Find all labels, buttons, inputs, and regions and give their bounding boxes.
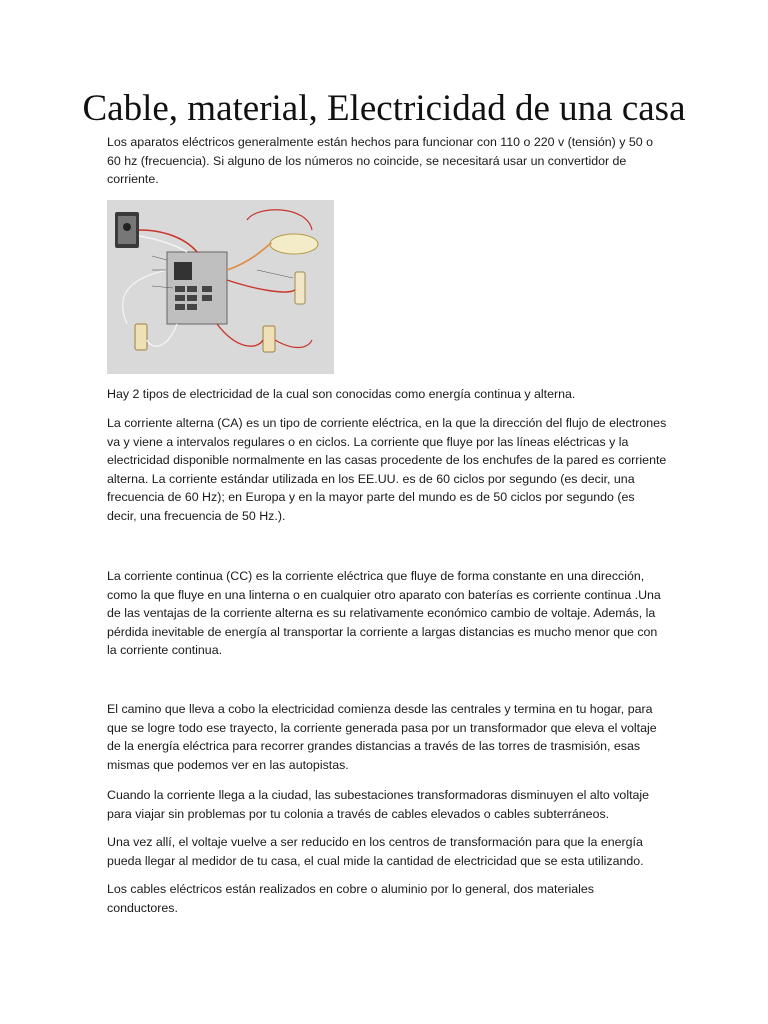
paragraph-direct-current: La corriente continua (CC) es la corriente eléctrica que fluye de forma constante en una dirección, como la que fluye en una linterna o en cualquier otro aparato con baterías es corriente continua .Una de las ventajas de la corriente alterna es su relativamente económico cambio de voltaje. Además, la pérdida inevitable de energía al transportar la corriente a largas distancias es mucho menor que con la corriente continua. (107, 569, 661, 657)
paragraph-electricity-path: El camino que lleva a cobo la electricidad comienza desde las centrales y termina en tu hogar, para que se logre todo ese trayecto, la corriente generada pasa por un transformador que eleva el voltaje de la energía eléctrica para recorrer grandes distancias a través de las torres de trasmisión, esas mismas que podemos ver en las autopistas. (107, 702, 657, 772)
wiring-diagram-image (107, 200, 334, 374)
home-wiring-diagram-icon (107, 200, 334, 374)
paragraph-intro: Los aparatos eléctricos generalmente están hechos para funcionar con 110 o 220 v (tensión) y 50 o 60 hz (frecuencia). Si alguno de los números no coincide, se necesitará usar un convertidor de corriente. (107, 135, 653, 186)
paragraph-city: Cuando la corriente llega a la ciudad, las subestaciones transformadoras disminuyen el alto voltaje para viajar sin problemas por tu colonia a través de cables elevados o cables subterráneos. (107, 788, 650, 821)
paragraph-types: Hay 2 tipos de electricidad de la cual son conocidas como energía continua y alterna. (107, 387, 576, 401)
paragraph-transformation: Una vez allí, el voltaje vuelve a ser reducido en los centros de transformación para que la energía pueda llegar al medidor de tu casa, el cual mide la cantidad de electricidad que se esta utilizando. (107, 835, 644, 868)
paragraph-cables: Los cables eléctricos están realizados en cobre o aluminio por lo general, dos materiales conductores. (107, 882, 594, 915)
paragraph-alternating-current: La corriente alterna (CA) es un tipo de corriente eléctrica, en la que la dirección del flujo de electrones va y viene a intervalos regulares o en ciclos. La corriente que fluye por las líneas eléctricas y la electricidad disponible normalmente en las casas procedente de los enchufes de la pared es corriente alterna. La corriente estándar utilizada en los EE.UU. es de 60 ciclos por segundo (es decir, una frecuencia de 60 Hz); en Europa y en la mayor parte del mundo es de 50 ciclos por segundo (es decir, una frecuencia de 50 Hz.). (107, 416, 667, 523)
page-title: Cable, material, Electricidad de una casa (82, 88, 686, 129)
